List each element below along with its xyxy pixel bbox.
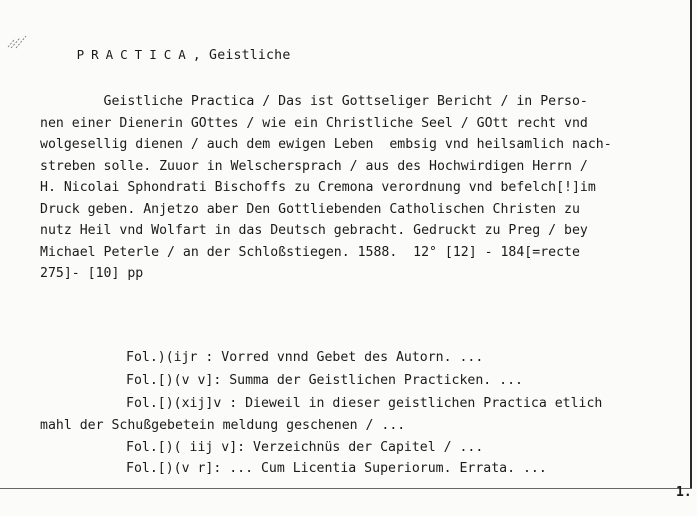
body-line: Geistliche Practica / Das ist Gottseliger Bericht / in Perso- [40, 94, 588, 109]
heading-title: PRACTICA [76, 47, 193, 63]
body-line: nen einer Dienerin GOttes / wie ein Christliche Seel / GOtt recht vnd [40, 116, 588, 131]
body-line: H. Nicolai Sphondrati Bischoffs zu Cremona verordnung vnd befelch[!]im [40, 180, 596, 195]
folio-line: Fol.[)(v v]: Summa der Geistlichen Practicken. ... [126, 373, 523, 388]
body-line: 275]- [10] pp [40, 266, 144, 281]
card-right-edge [690, 0, 692, 488]
corner-mark-icon [6, 30, 32, 50]
body-line: wolgesellig dienen / auch dem ewigen Leben embsig vnd heilsamlich nach- [40, 137, 612, 152]
folio-line: mahl der Schußgebetein meldung geschenen / ... [40, 418, 406, 433]
body-line: streben solle. Zuuor in Welschersprach / aus des Hochwirdigen Herrn / [40, 159, 588, 174]
card-bottom-edge [0, 488, 692, 489]
heading-subject: , Geistliche [192, 48, 291, 64]
body-line: Michael Peterle / an der Schloßstiegen. 1588. 12° [12] - 184[=recte [40, 245, 580, 260]
folio-line: Fol.[)(xij]v : Dieweil in dieser geistlichen Practica etlich [126, 396, 603, 411]
body-line: nutz Heil vnd Wolfart in das Deutsch gebracht. Gedruckt zu Preg / bey [40, 223, 588, 238]
card-heading [44, 36, 290, 76]
folio-line: Fol.)(ijr : Vorred vnnd Gebet des Autorn. ... [126, 350, 484, 365]
folio-line: Fol.[)( iij v]: Verzeichnüs der Capitel / ... [126, 440, 484, 455]
body-line: Druck geben. Anjetzo aber Den Gottliebenden Catholischen Christen zu [40, 202, 580, 217]
folio-line: Fol.[)(v r]: ... Cum Licentia Superiorum. Errata. ... [126, 461, 547, 476]
page-number: 1. [676, 485, 692, 500]
